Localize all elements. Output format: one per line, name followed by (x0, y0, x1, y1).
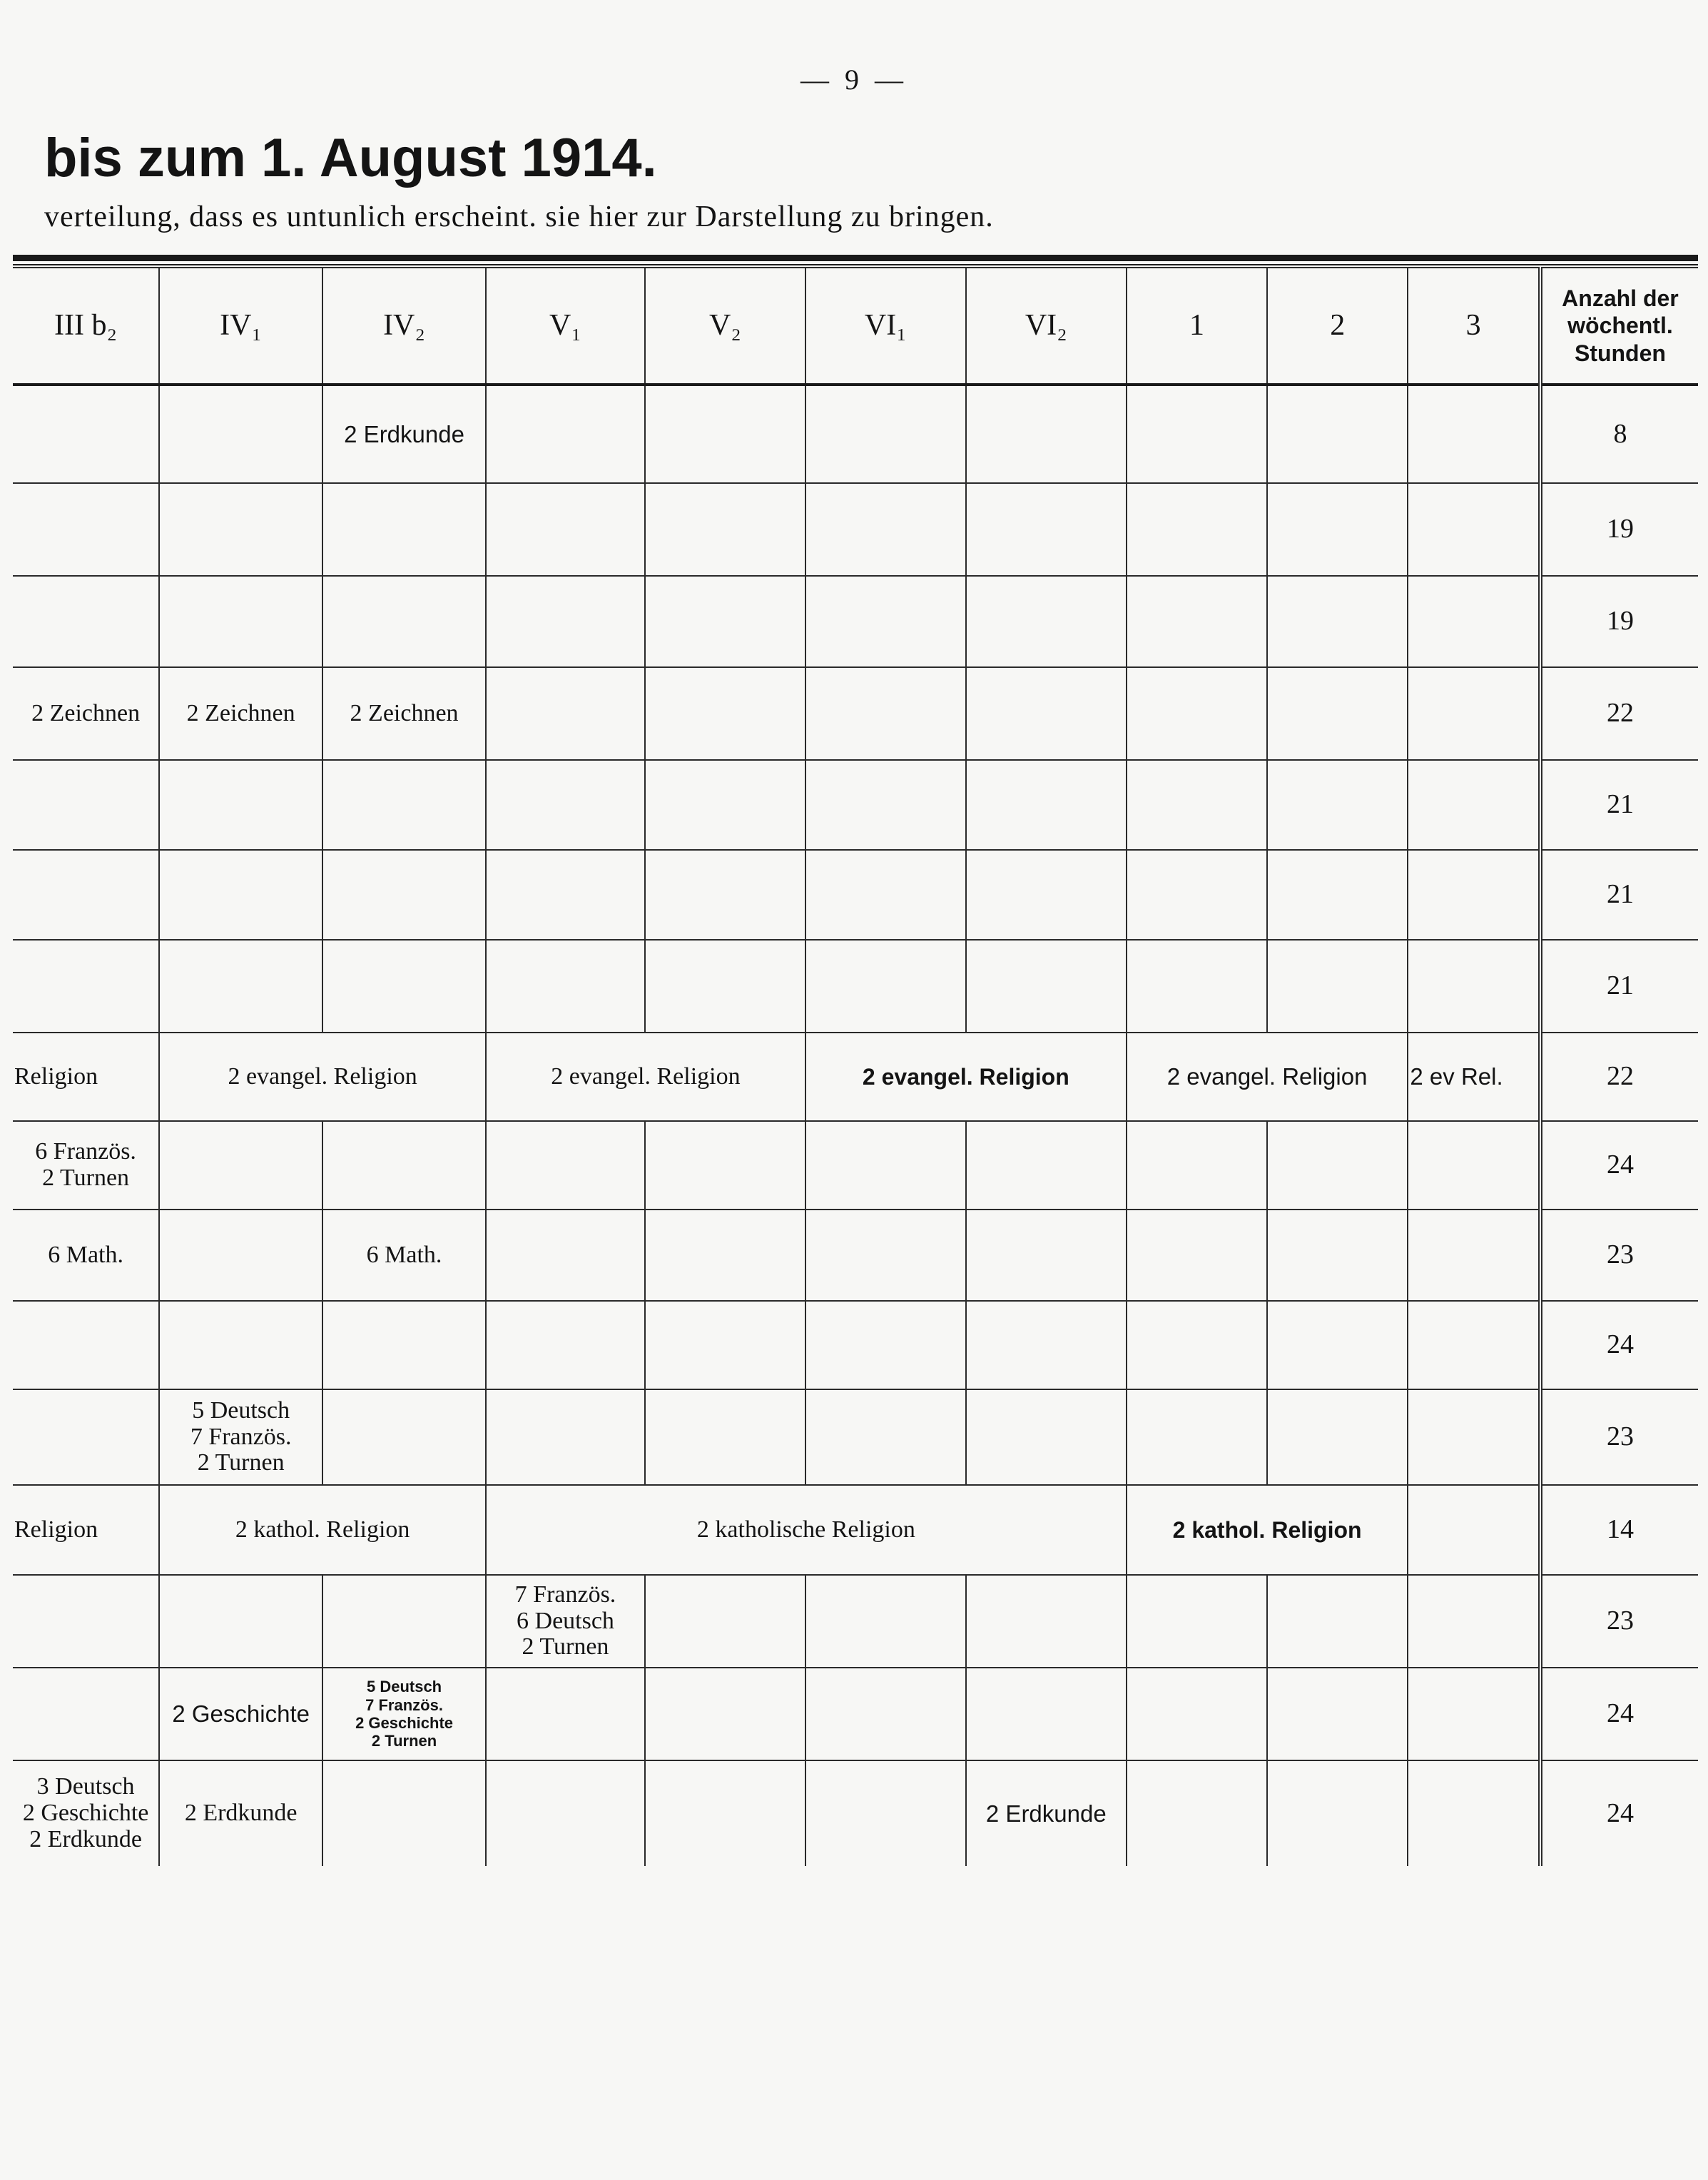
empty-cell (159, 760, 322, 850)
empty-cell (486, 576, 645, 667)
empty-cell (805, 483, 966, 576)
empty-cell (1267, 1121, 1408, 1210)
table-row (13, 1389, 1698, 1485)
empty-cell (1408, 1210, 1540, 1301)
empty-cell (322, 1389, 486, 1485)
empty-cell (1408, 940, 1540, 1033)
empty-cell (1267, 940, 1408, 1033)
schedule-cell: 6 Math. (322, 1210, 486, 1301)
empty-cell (1267, 760, 1408, 850)
table-header-row (13, 268, 1698, 385)
schedule-cell-line: 7 Französ. (514, 1581, 616, 1608)
page-heading: bis zum 1. August 1914. (44, 128, 657, 188)
empty-cell (1267, 1575, 1408, 1668)
header-rule (13, 255, 1698, 261)
schedule-cell-line: 7 Französ. (190, 1423, 292, 1450)
empty-cell (159, 1301, 322, 1389)
empty-cell (1127, 483, 1267, 576)
empty-cell (486, 1301, 645, 1389)
weekly-hours-cell: 24 (1540, 1760, 1698, 1866)
empty-cell (13, 1575, 159, 1668)
schedule-cell: 2 kathol. Religion (1127, 1485, 1408, 1575)
empty-cell (322, 1575, 486, 1668)
empty-cell (1127, 576, 1267, 667)
weekly-hours-cell: 22 (1540, 667, 1698, 760)
empty-cell (1127, 760, 1267, 850)
table-row (13, 1033, 1698, 1121)
empty-cell (966, 1210, 1127, 1301)
weekly-hours-cell: 21 (1540, 850, 1698, 940)
empty-cell (486, 760, 645, 850)
schedule-cell: 2 katholische Religion (486, 1485, 1127, 1575)
schedule-cell (13, 1121, 159, 1210)
empty-cell (966, 760, 1127, 850)
weekly-hours-cell: 14 (1540, 1485, 1698, 1575)
empty-cell (805, 1121, 966, 1210)
empty-cell (1408, 385, 1540, 483)
empty-cell (322, 483, 486, 576)
header-weekly-hours: Anzahl der wöchentl. Stunden (1540, 268, 1698, 385)
table-row (13, 576, 1698, 667)
empty-cell (1408, 667, 1540, 760)
empty-cell (966, 1301, 1127, 1389)
page-number: — 9 — (800, 64, 908, 96)
header-class-col: VI₂ (966, 268, 1127, 385)
empty-cell (486, 1760, 645, 1866)
schedule-cell: 2 Erdkunde (322, 385, 486, 483)
empty-cell (322, 1121, 486, 1210)
empty-cell (645, 1389, 805, 1485)
schedule-cell: 2 Zeichnen (13, 667, 159, 760)
schedule-cell-line: 2 Turnen (371, 1732, 437, 1750)
empty-cell (1127, 1760, 1267, 1866)
schedule-cell-line: 6 Französ. (35, 1138, 136, 1165)
empty-cell (13, 1301, 159, 1389)
schedule-cell-line: 6 Deutsch (517, 1607, 614, 1634)
schedule-cell: 2 Zeichnen (159, 667, 322, 760)
empty-cell (645, 1668, 805, 1760)
empty-cell (966, 576, 1127, 667)
empty-cell (1267, 385, 1408, 483)
schedule-cell: 2 kathol. Religion (159, 1485, 486, 1575)
empty-cell (1408, 1485, 1540, 1575)
empty-cell (159, 1575, 322, 1668)
header-class-col: 2 (1267, 268, 1408, 385)
empty-cell (805, 940, 966, 1033)
table-row (13, 940, 1698, 1033)
empty-cell (1127, 850, 1267, 940)
empty-cell (966, 1668, 1127, 1760)
empty-cell (966, 667, 1127, 760)
weekly-hours-cell: 19 (1540, 576, 1698, 667)
empty-cell (645, 940, 805, 1033)
empty-cell (322, 940, 486, 1033)
empty-cell (159, 385, 322, 483)
empty-cell (805, 760, 966, 850)
empty-cell (1267, 483, 1408, 576)
empty-cell (1127, 667, 1267, 760)
empty-cell (1267, 1301, 1408, 1389)
schedule-cell (322, 1668, 486, 1760)
header-class-col: VI₁ (805, 268, 966, 385)
empty-cell (966, 483, 1127, 576)
schedule-cell: Religion (13, 1485, 159, 1575)
schedule-cell-line: 3 Deutsch (36, 1773, 135, 1800)
empty-cell (645, 850, 805, 940)
timetable (13, 267, 1698, 1852)
table-row (13, 1485, 1698, 1575)
empty-cell (805, 1210, 966, 1301)
weekly-hours-cell: 19 (1540, 483, 1698, 576)
empty-cell (1267, 850, 1408, 940)
schedule-cell: 2 Zeichnen (322, 667, 486, 760)
header-rule-thin (13, 264, 1698, 265)
table-row (13, 1575, 1698, 1668)
empty-cell (486, 385, 645, 483)
schedule-cell-line: 5 Deutsch (192, 1396, 290, 1424)
schedule-cell: 2 evangel. Religion (1127, 1033, 1408, 1121)
empty-cell (1127, 1575, 1267, 1668)
empty-cell (645, 760, 805, 850)
empty-cell (486, 1389, 645, 1485)
empty-cell (1408, 1575, 1540, 1668)
table-row (13, 850, 1698, 940)
empty-cell (1408, 1389, 1540, 1485)
empty-cell (966, 1121, 1127, 1210)
empty-cell (645, 576, 805, 667)
empty-cell (486, 483, 645, 576)
schedule-cell: Religion (13, 1033, 159, 1121)
empty-cell (1127, 1389, 1267, 1485)
schedule-cell (13, 1760, 159, 1866)
schedule-cell: 2 evangel. Religion (805, 1033, 1127, 1121)
schedule-cell-line: 2 Geschichte (355, 1714, 454, 1732)
empty-cell (13, 760, 159, 850)
weekly-hours-cell: 23 (1540, 1575, 1698, 1668)
empty-cell (1127, 1121, 1267, 1210)
schedule-cell: 2 Erdkunde (159, 1760, 322, 1866)
empty-cell (645, 1301, 805, 1389)
empty-cell (1408, 576, 1540, 667)
page-subheading: verteilung, dass es untunlich erscheint. sie hier zur Darstellung zu bringen. (44, 201, 994, 233)
empty-cell (1408, 760, 1540, 850)
empty-cell (805, 1760, 966, 1866)
empty-cell (805, 850, 966, 940)
empty-cell (645, 1575, 805, 1668)
empty-cell (486, 1210, 645, 1301)
table-row (13, 1121, 1698, 1210)
empty-cell (966, 385, 1127, 483)
empty-cell (805, 1301, 966, 1389)
empty-cell (159, 576, 322, 667)
weekly-hours-cell: 24 (1540, 1668, 1698, 1760)
weekly-hours-cell: 8 (1540, 385, 1698, 483)
empty-cell (1127, 385, 1267, 483)
empty-cell (159, 940, 322, 1033)
empty-cell (645, 1760, 805, 1866)
table-row (13, 1210, 1698, 1301)
empty-cell (1408, 1760, 1540, 1866)
empty-cell (13, 483, 159, 576)
empty-cell (13, 940, 159, 1033)
table-row (13, 385, 1698, 483)
empty-cell (1267, 1389, 1408, 1485)
schedule-cell-line: 2 Geschichte (22, 1800, 149, 1827)
empty-cell (645, 1121, 805, 1210)
empty-cell (805, 1389, 966, 1485)
empty-cell (966, 1575, 1127, 1668)
weekly-hours-cell: 24 (1540, 1301, 1698, 1389)
empty-cell (13, 850, 159, 940)
empty-cell (645, 483, 805, 576)
weekly-hours-cell: 21 (1540, 940, 1698, 1033)
table-row (13, 1668, 1698, 1760)
header-class-col: V₂ (645, 268, 805, 385)
header-class-col: IV₂ (322, 268, 486, 385)
empty-cell (486, 940, 645, 1033)
empty-cell (1127, 1668, 1267, 1760)
empty-cell (805, 667, 966, 760)
empty-cell (1408, 850, 1540, 940)
empty-cell (966, 940, 1127, 1033)
empty-cell (159, 850, 322, 940)
schedule-cell: 2 evangel. Religion (159, 1033, 486, 1121)
empty-cell (1267, 1210, 1408, 1301)
header-class-col: V₁ (486, 268, 645, 385)
empty-cell (645, 385, 805, 483)
empty-cell (805, 1668, 966, 1760)
header-class-col: 3 (1408, 268, 1540, 385)
weekly-hours-cell: 23 (1540, 1389, 1698, 1485)
empty-cell (966, 850, 1127, 940)
empty-cell (159, 1121, 322, 1210)
schedule-cell: 2 Erdkunde (966, 1760, 1127, 1866)
empty-cell (13, 576, 159, 667)
empty-cell (486, 667, 645, 760)
empty-cell (13, 385, 159, 483)
schedule-cell: 2 ev Rel. (1408, 1033, 1540, 1121)
schedule-cell-line: 2 Erdkunde (29, 1825, 142, 1852)
table-row (13, 483, 1698, 576)
header-class-col: 1 (1127, 268, 1267, 385)
schedule-cell: 2 evangel. Religion (486, 1033, 805, 1121)
empty-cell (1127, 940, 1267, 1033)
schedule-cell: 6 Math. (13, 1210, 159, 1301)
empty-cell (966, 1389, 1127, 1485)
schedule-cell (159, 1389, 322, 1485)
empty-cell (322, 576, 486, 667)
empty-cell (805, 1575, 966, 1668)
empty-cell (1267, 667, 1408, 760)
empty-cell (1267, 576, 1408, 667)
empty-cell (1408, 1668, 1540, 1760)
schedule-cell-line: 2 Turnen (197, 1449, 285, 1476)
empty-cell (805, 576, 966, 667)
empty-cell (1127, 1301, 1267, 1389)
empty-cell (1267, 1760, 1408, 1866)
empty-cell (486, 1121, 645, 1210)
schedule-cell-line: 2 Turnen (522, 1633, 609, 1661)
schedule-cell-line: 2 Turnen (42, 1165, 130, 1191)
header-class-col: IV₁ (159, 268, 322, 385)
empty-cell (645, 1210, 805, 1301)
weekly-hours-cell: 22 (1540, 1033, 1698, 1121)
empty-cell (1267, 1668, 1408, 1760)
empty-cell (486, 1668, 645, 1760)
empty-cell (159, 483, 322, 576)
empty-cell (13, 1389, 159, 1485)
weekly-hours-cell: 23 (1540, 1210, 1698, 1301)
weekly-hours-cell: 21 (1540, 760, 1698, 850)
empty-cell (486, 850, 645, 940)
schedule-cell: 2 Geschichte (159, 1668, 322, 1760)
header-class-col: III b₂ (13, 268, 159, 385)
empty-cell (322, 1760, 486, 1866)
empty-cell (1408, 483, 1540, 576)
empty-cell (159, 1210, 322, 1301)
table-row (13, 1301, 1698, 1389)
schedule-cell (486, 1575, 645, 1668)
empty-cell (1408, 1121, 1540, 1210)
schedule-cell-line: 5 Deutsch (366, 1678, 442, 1696)
table-row (13, 1760, 1698, 1866)
weekly-hours-cell: 24 (1540, 1121, 1698, 1210)
empty-cell (322, 850, 486, 940)
empty-cell (322, 1301, 486, 1389)
schedule-cell-line: 7 Französ. (365, 1695, 443, 1714)
empty-cell (1408, 1301, 1540, 1389)
empty-cell (1127, 1210, 1267, 1301)
empty-cell (805, 385, 966, 483)
empty-cell (645, 667, 805, 760)
table-row (13, 760, 1698, 850)
empty-cell (322, 760, 486, 850)
empty-cell (13, 1668, 159, 1760)
table-row (13, 667, 1698, 760)
